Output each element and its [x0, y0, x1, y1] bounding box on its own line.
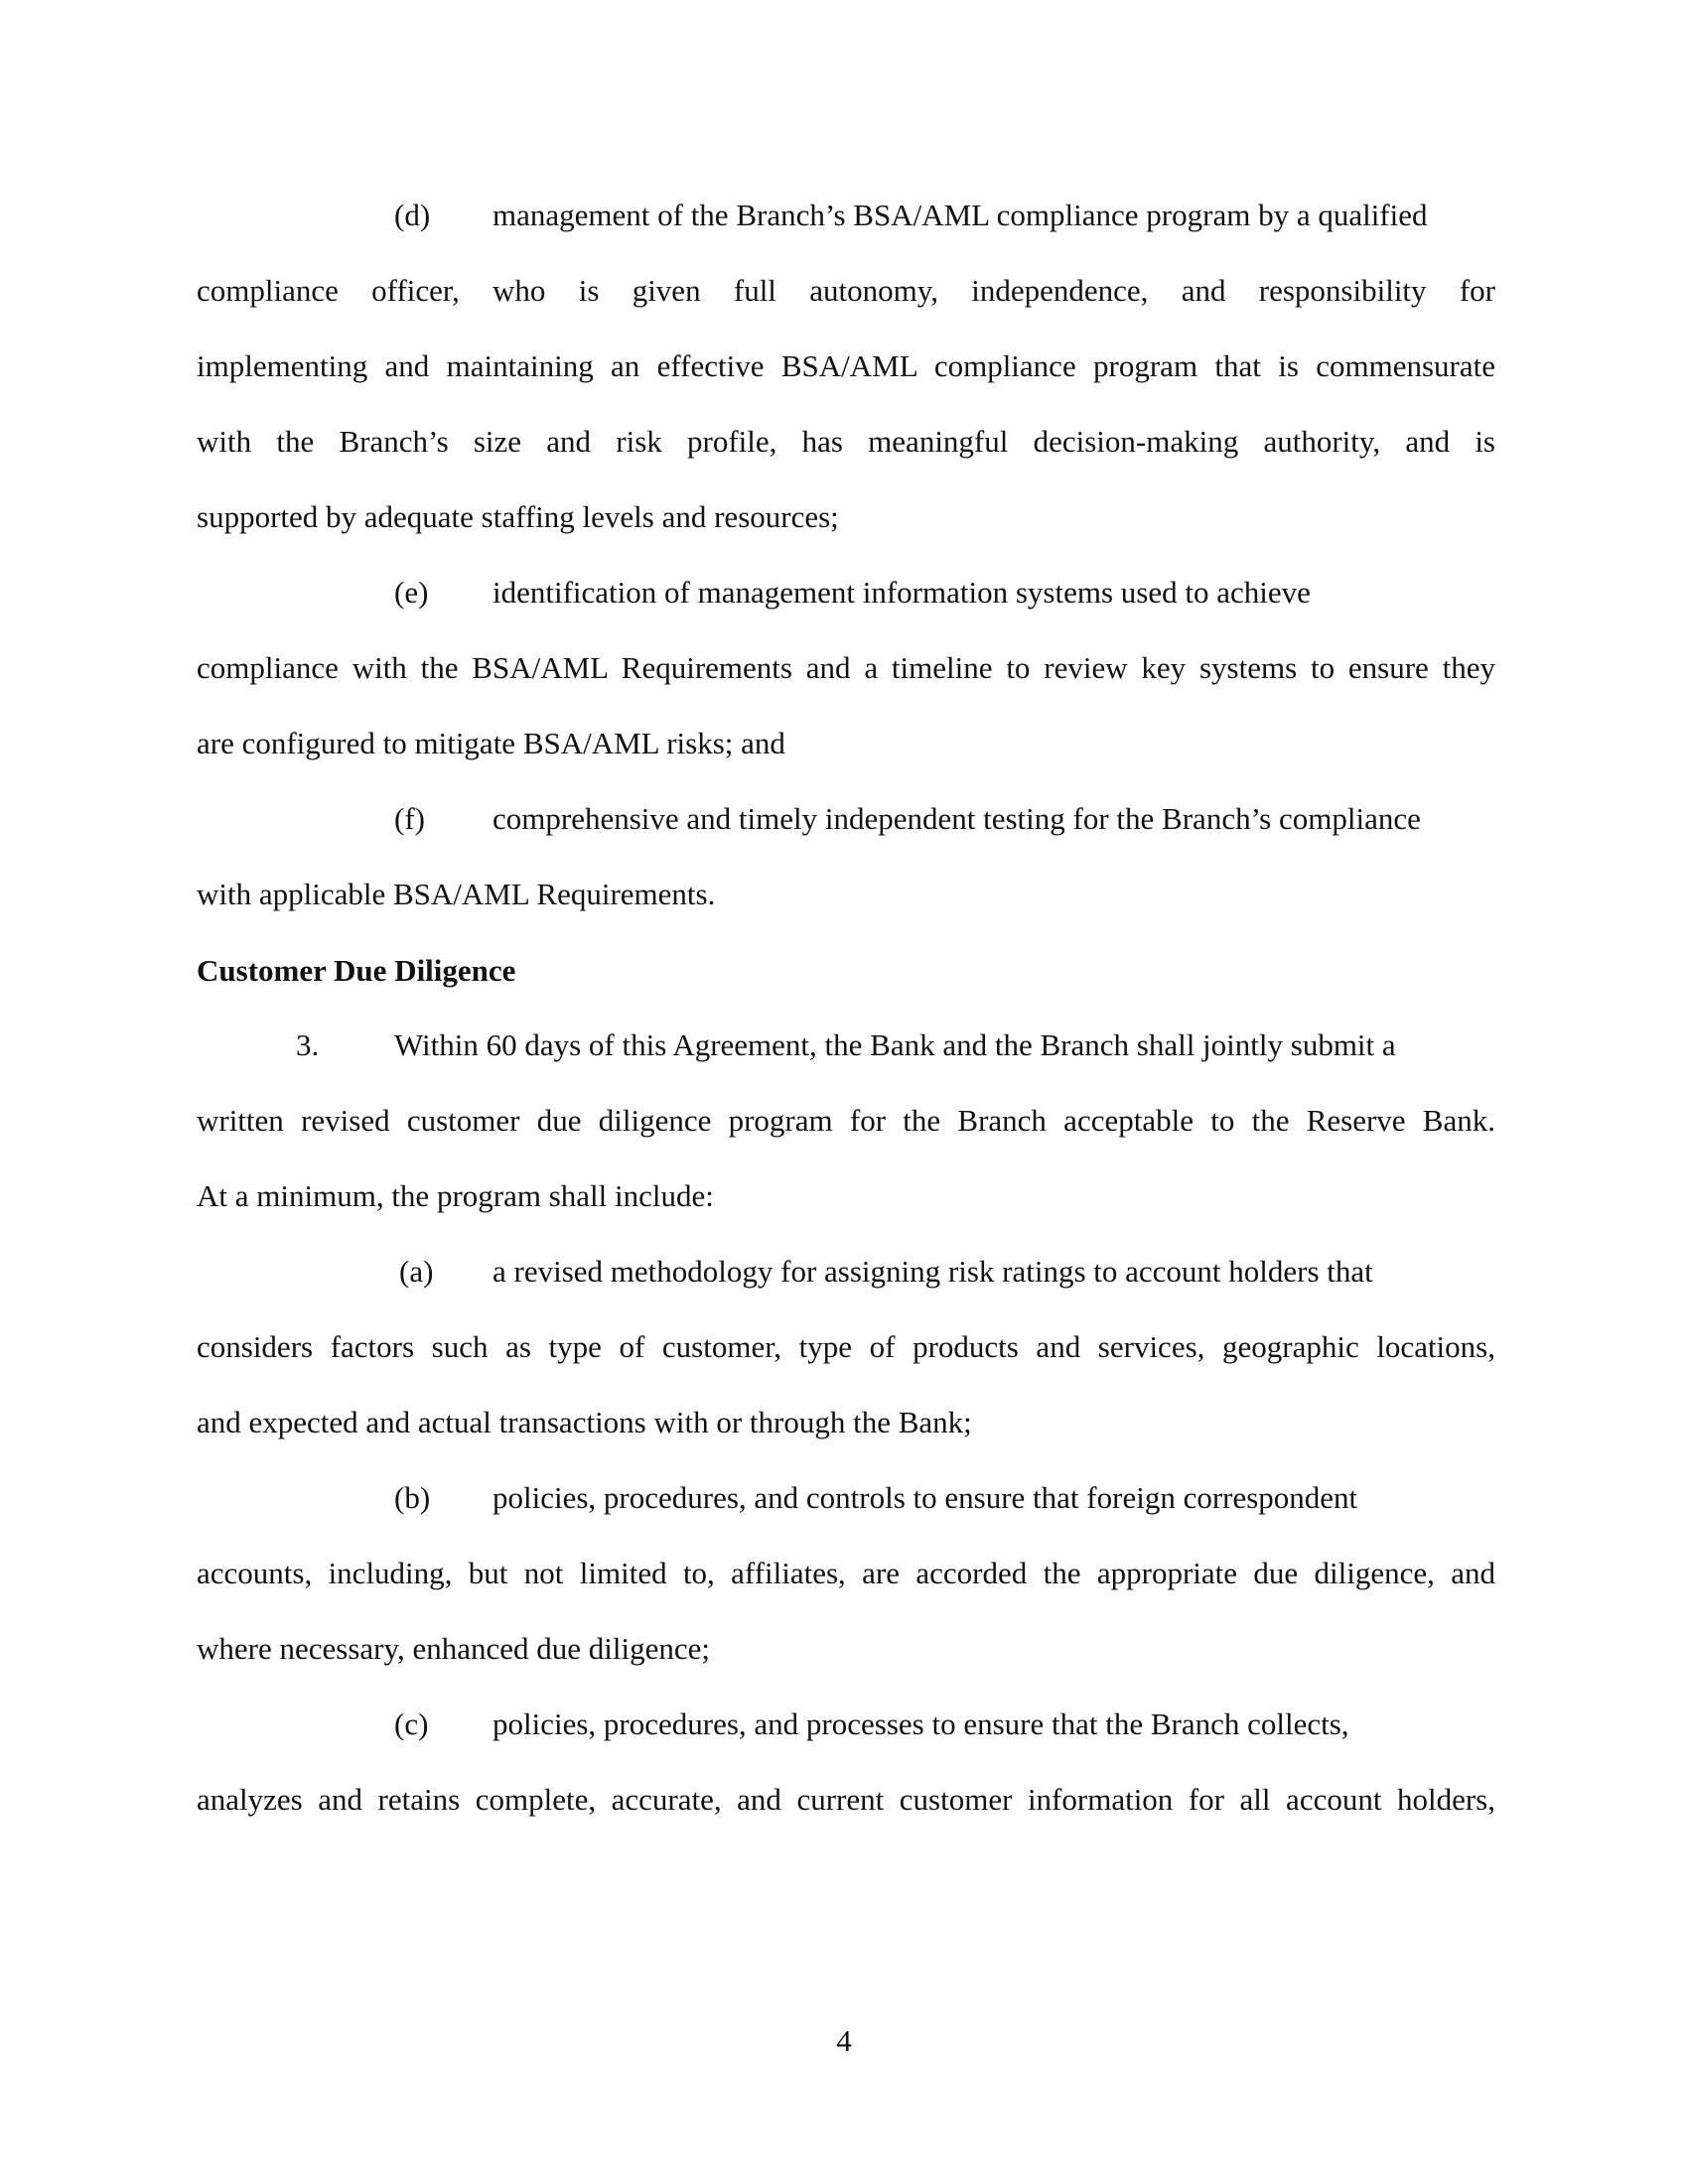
section-heading: Customer Due Diligence: [197, 953, 516, 988]
item-d-first-line: management of the Branch’s BSA/AML compliance program by a qualified: [492, 198, 1428, 232]
paragraph-3-line-2: At a minimum, the program shall include:: [197, 1178, 714, 1213]
item-e-line-1: compliance with the BSA/AML Requirements and a timeline to review key systems to ensure they: [197, 650, 1495, 685]
item-b-line-1: accounts, including, but not limited to, affiliates, are accorded the appropriate due diligence, and: [197, 1556, 1495, 1590]
item-a-line-1: considers factors such as type of customer, type of products and services, geographic locations,: [197, 1329, 1495, 1364]
item-f-line-1: with applicable BSA/AML Requirements.: [197, 877, 716, 911]
paragraph-3-line-1: written revised customer due diligence program for the Branch acceptable to the Reserve Bank.: [197, 1103, 1495, 1138]
item-b-first-line: policies, procedures, and controls to ensure that foreign correspondent: [492, 1480, 1358, 1515]
item-c-first-line: policies, procedures, and processes to ensure that the Branch collects,: [492, 1706, 1349, 1741]
item-label-b: (b): [394, 1480, 431, 1515]
page-number: 4: [836, 2023, 852, 2058]
item-label-d: (d): [394, 198, 431, 232]
item-label-c: (c): [394, 1706, 429, 1741]
item-b-line-2: where necessary, enhanced due diligence;: [197, 1631, 710, 1666]
item-label-e: (e): [394, 575, 429, 610]
item-a-line-2: and expected and actual transactions with or through the Bank;: [197, 1405, 972, 1439]
item-d-line-3: with the Branch’s size and risk profile, has meaningful decision-making authority, and is: [197, 424, 1495, 459]
item-a-first-line: a revised methodology for assigning risk ratings to account holders that: [492, 1254, 1373, 1289]
item-e-line-2: are configured to mitigate BSA/AML risks; and: [197, 726, 785, 760]
item-d-line-4: supported by adequate staffing levels and resources;: [197, 499, 839, 534]
item-f-first-line: comprehensive and timely independent testing for the Branch’s compliance: [492, 801, 1421, 836]
item-d-line-1: compliance officer, who is given full autonomy, independence, and responsibility for: [197, 273, 1495, 308]
item-label-f: (f): [394, 801, 425, 836]
paragraph-number-3: 3.: [296, 1027, 320, 1062]
item-label-a: (a): [399, 1254, 434, 1289]
paragraph-3-first-line: Within 60 days of this Agreement, the Bank and the Branch shall jointly submit a: [394, 1027, 1396, 1062]
item-c-line-1: analyzes and retains complete, accurate, and current customer information for all account holders,: [197, 1782, 1495, 1817]
item-d-line-2: implementing and maintaining an effective BSA/AML compliance program that is commensurate: [197, 348, 1495, 383]
item-e-first-line: identification of management information systems used to achieve: [492, 575, 1311, 610]
